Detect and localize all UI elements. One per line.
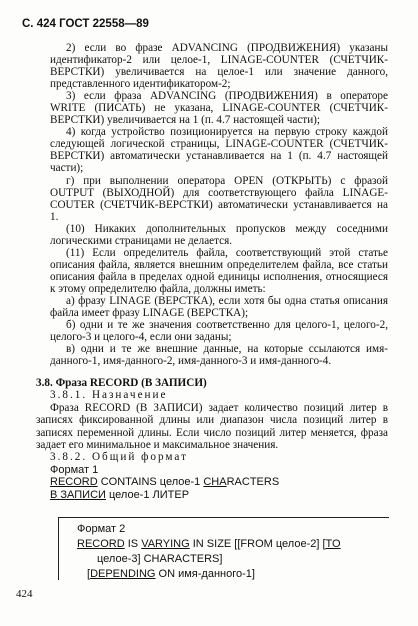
format2-line3 <box>77 567 341 582</box>
section-number: 3.8. <box>36 377 53 389</box>
page-number: 424 <box>16 588 33 600</box>
section-heading <box>36 377 388 389</box>
keyword: DEPENDING <box>90 568 156 580</box>
format1-label: Формат 1 <box>50 463 99 476</box>
syntax-text: ON имя-данного-1] <box>155 568 255 580</box>
purpose-paragraph: Фраза RECORD (В ЗАПИСИ) задает количество позиций литер в записях фиксированной длины или диапазон числа позиций литер в записях переменной длины. Если число позиций литер меняется, фраза задает его минимальное и максимальное значения. <box>36 401 388 452</box>
paragraph: в) одни и те же внешние данные, на которые ссылаются имя-данного-1, имя-данного-2, имя-данного-3 и имя-данного-4. <box>50 343 388 368</box>
keyword: RECORD <box>77 538 125 550</box>
paragraph: 2) если во фразе ADVANCING (ПРОДВИЖЕНИЯ) указаны идентификатор-2 или целое-1, LINAGE-COUNTER (СЧЕТЧИК-ВЕРСТКИ) увеличивается на целое-1 или значение данного, представленного идентификатором-2; <box>50 42 388 91</box>
running-header: С. 424 ГОСТ 22558—89 <box>22 18 149 30</box>
format2-box <box>58 517 389 580</box>
syntax-text: IN SIZE [[FROM целое-2] [ <box>189 538 326 550</box>
subsection-purpose-heading: 3.8.1. Назначение <box>50 389 168 402</box>
syntax-text: RACTERS <box>226 476 280 489</box>
keyword: VARYING <box>141 538 190 550</box>
keyword: RECORD <box>50 476 98 489</box>
section-title: Фраза RECORD (В ЗАПИСИ) <box>55 377 207 389</box>
paragraph: (10) Никаких дополнительных пропусков между соседними логическими страницами не делается. <box>50 222 388 247</box>
paragraph: б) одни и те же значения соответственно для целого-1, целого-2, целого-3 и целого-4, если они заданы; <box>50 319 388 344</box>
format2-label: Формат 2 <box>77 523 126 535</box>
paragraph: г) при выполнении оператора OPEN (ОТКРЫТЬ) с фразой OUTPUT (ВЫХОДНОЙ) для соответствующего файла LINAGE-COUTER (СЧЕТЧИК-ВЕРСТКИ) автоматически устанавливается на 1. <box>50 174 388 223</box>
paragraph: а) фразу LINAGE (ВЕРСТКА), если хотя бы одна статья описания файла имеет фразу LINAGE (ВЕРСТКА); <box>50 294 388 320</box>
syntax-text: целое-1 ЛИТЕР <box>105 488 190 501</box>
syntax-text: CONTAINS целое-1 <box>97 476 204 489</box>
syntax-text: [ <box>87 568 91 580</box>
section-record <box>36 377 388 501</box>
paragraph: 3) если фраза ADVANCING (ПРОДВИЖЕНИЯ) в операторе WRITE (ПИСАТЬ) не указана, LINAGE-COUNTER (СЧЕТЧИК-ВЕРСТКИ) увеличивается на 1 (п. 4.7 настоящей части); <box>50 90 388 127</box>
keyword: В ЗАПИСИ <box>50 488 106 501</box>
subsection-format-heading: 3.8.2. Общий формат <box>50 451 188 464</box>
paragraph: 4) когда устройство позиционируется на первую строку каждой следующей логической страницы, LINAGE-COUNTER (СЧЕТЧИК-ВЕРСТКИ) автоматически устанавливается на 1 (п. 4.7 настоящей части); <box>50 126 388 175</box>
keyword: TO <box>325 538 341 550</box>
format1-line1 <box>36 476 388 488</box>
format1-line2 <box>36 489 388 501</box>
format2-line2: целое-3] CHARACTERS] <box>97 553 223 565</box>
keyword: CHA <box>203 476 227 489</box>
paragraph: (11) Если определитель файла, соответствующий этой статье описания файла, является внешним определителем файла, все статьи описания файла в пределах одной единицы исполнения, относящиеся к этому определителю файла, должны иметь: <box>50 246 388 295</box>
body-text <box>50 42 388 367</box>
syntax-text: IS <box>124 538 142 550</box>
format2-content <box>77 522 341 582</box>
format2-line1 <box>77 537 341 552</box>
